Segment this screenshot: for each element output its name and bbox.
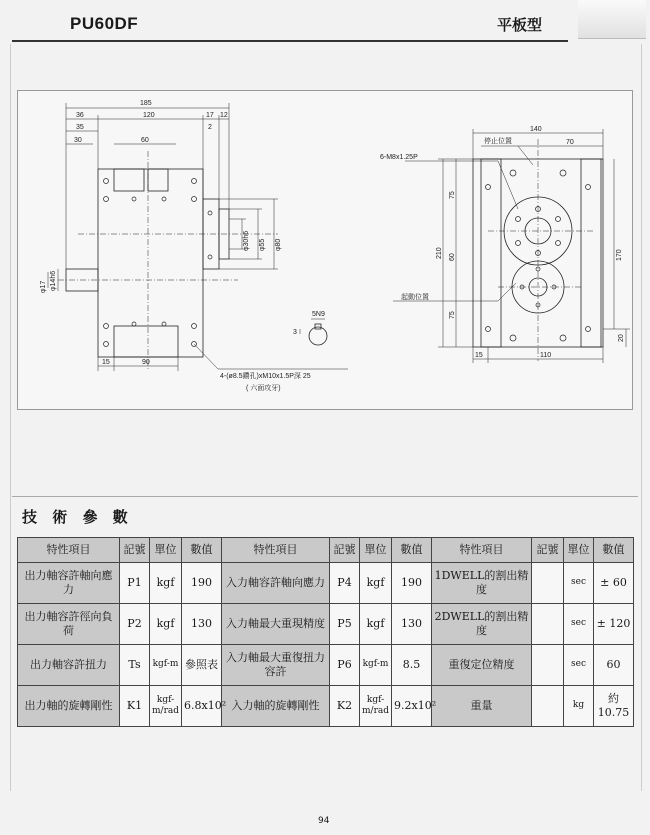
table-cell [532,686,564,727]
table-cell: P1 [120,563,150,604]
table-cell: 2DWELL的割出精度 [432,604,532,645]
table-cell: 出力軸容許軸向應力 [18,563,120,604]
section-title: 技 術 參 數 [22,508,133,526]
table-cell: 9.2x10² [392,686,432,727]
model-type: 平板型 [497,16,543,34]
table-cell: 入力軸容許軸向應力 [222,563,330,604]
dim-label: 12 [220,112,228,119]
page-number: 94 [318,816,330,826]
table-cell: ± 60 [594,563,634,604]
key-dim-label: 3 [293,329,297,336]
table-cell: 6.8x10² [182,686,222,727]
table-cell: 130 [182,604,222,645]
page-margin-line [10,44,11,791]
column-header: 數值 [594,538,634,563]
header-rule [12,40,568,42]
table-cell: P6 [330,645,360,686]
dim-label: φ55 [259,238,266,251]
table-cell: sec [564,645,594,686]
spec-table [17,537,634,727]
column-header: 數值 [392,538,432,563]
dim-label: 110 [540,352,552,359]
product-thumbnail [578,0,646,39]
table-cell: 出力軸的旋轉剛性 [18,686,120,727]
table-cell: 出力軸容許扭力 [18,645,120,686]
table-cell: 出力軸容許徑向負荷 [18,604,120,645]
table-cell [532,563,564,604]
column-header: 記號 [532,538,564,563]
dim-label: 15 [102,359,110,366]
table-row [18,563,634,604]
dim-label: φ17 [40,280,47,293]
dim-label: 170 [616,249,623,261]
table-cell: 入力軸的旋轉剛性 [222,686,330,727]
table-cell: kgf [150,604,182,645]
table-cell: P2 [120,604,150,645]
section-divider [12,496,638,497]
table-cell [532,645,564,686]
table-cell: sec [564,563,594,604]
dim-label: 140 [530,126,542,133]
table-cell: kgf-m/rad [150,686,182,727]
table-cell [532,604,564,645]
dim-label: φ80 [275,238,282,251]
column-header: 單位 [564,538,594,563]
table-cell: 130 [392,604,432,645]
column-header: 特性項目 [432,538,532,563]
table-cell: kgf [150,563,182,604]
thread-label: 6-M8x1.25P [380,154,418,161]
table-cell: 1DWELL的割出精度 [432,563,532,604]
key-dim-label: 5N9 [312,311,325,318]
column-header: 單位 [150,538,182,563]
dim-label: 2 [208,124,212,131]
dim-label: 17 [206,112,214,119]
table-cell: kgf [360,604,392,645]
table-row [18,604,634,645]
table-cell: 重量 [432,686,532,727]
table-cell: kgf-m [150,645,182,686]
dim-label: 60 [141,137,149,144]
dim-label: 75 [449,311,456,319]
dim-label: 30 [74,137,82,144]
column-header: 單位 [360,538,392,563]
dim-label: 185 [140,100,152,107]
dim-label: 60 [449,253,456,261]
dim-label: 15 [475,352,483,359]
table-cell: 入力軸最大重現精度 [222,604,330,645]
dim-label: 120 [143,112,155,119]
dim-label: 20 [618,334,625,342]
table-cell: sec [564,604,594,645]
table-cell: 參照表 [182,645,222,686]
dim-label: 75 [449,191,456,199]
table-cell: 190 [392,563,432,604]
dim-label: 70 [566,139,574,146]
start-position-label: 起動位置 [401,294,429,301]
table-cell: 入力軸最大重復扭力容許 [222,645,330,686]
table-cell: kgf-m/rad [360,686,392,727]
model-title: PU60DF [70,14,139,33]
technical-drawing [17,90,633,410]
dim-label: 35 [76,124,84,131]
dim-label: φ14h6 [50,270,57,291]
dim-label: φ30h6 [243,230,250,251]
table-cell: ± 120 [594,604,634,645]
table-cell: 60 [594,645,634,686]
column-header: 特性項目 [222,538,330,563]
table-cell: kgf [360,563,392,604]
table-cell: kg [564,686,594,727]
table-cell: Ts [120,645,150,686]
table-header-row [18,538,634,563]
table-cell: 190 [182,563,222,604]
dim-label: 210 [436,247,443,259]
table-cell: 重復定位精度 [432,645,532,686]
callout-sub-label: ( 六面攻牙) [246,385,281,392]
column-header: 記號 [120,538,150,563]
table-row [18,686,634,727]
table-cell: P4 [330,563,360,604]
callout-label: 4-(ø8.5鑽孔)xM10x1.5P深 25 [220,373,311,380]
table-cell: kgf-m [360,645,392,686]
table-cell: 約 10.75 [594,686,634,727]
table-row [18,645,634,686]
drawing-svg [18,91,632,409]
column-header: 記號 [330,538,360,563]
dim-label: 36 [76,112,84,119]
table-cell: 8.5 [392,645,432,686]
table-cell: P5 [330,604,360,645]
stop-position-label: 停止位置 [484,138,512,145]
column-header: 特性項目 [18,538,120,563]
page-margin-line [641,44,642,791]
table-cell: K1 [120,686,150,727]
table-cell: K2 [330,686,360,727]
dim-label: 90 [142,359,150,366]
column-header: 數值 [182,538,222,563]
